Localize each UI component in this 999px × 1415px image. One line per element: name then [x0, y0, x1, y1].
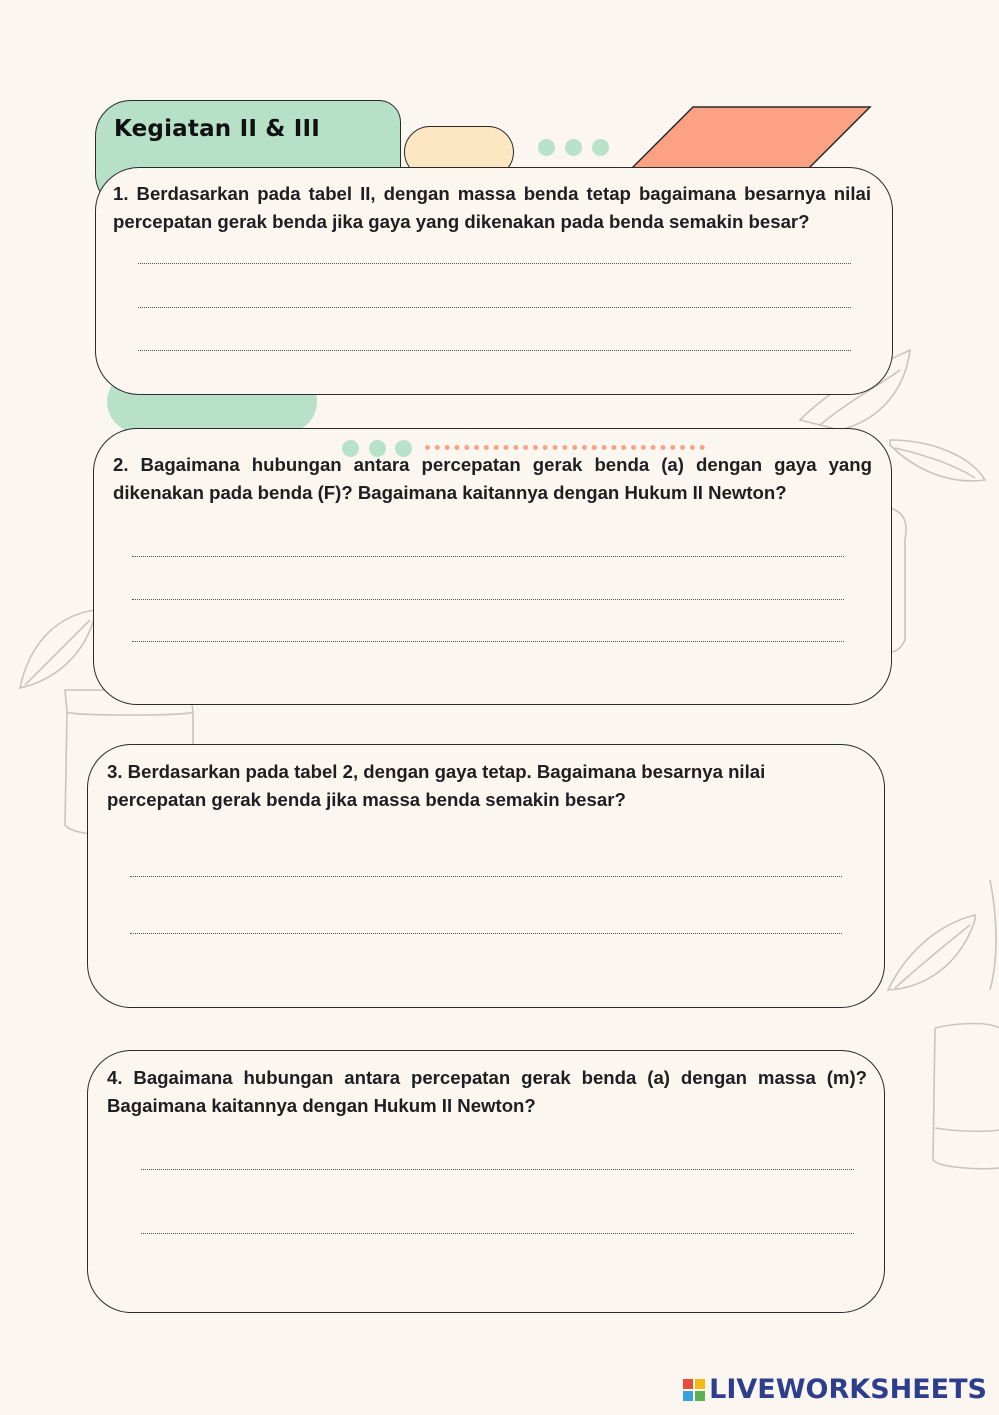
question-text-2: 2. Bagaimana hubungan antara percepatan gerak benda (a) dengan gaya yang dikenakan pada benda (F)? Bagaimana kaitannya dengan Hukum II Newton? — [113, 454, 872, 503]
page-title: Kegiatan II & III — [114, 116, 321, 142]
answer-line[interactable] — [130, 933, 842, 934]
answer-line[interactable] — [130, 876, 842, 877]
answer-line[interactable] — [138, 263, 851, 264]
answer-line[interactable] — [132, 599, 844, 600]
answer-line[interactable] — [141, 1169, 854, 1170]
decorative-dash-line — [425, 445, 705, 450]
answer-line[interactable] — [138, 350, 851, 351]
question-text-3: 3. Berdasarkan pada tabel 2, dengan gaya tetap. Bagaimana besarnya nilai percepatan gerak benda jika massa benda semakin besar? — [107, 761, 766, 810]
decorative-dot — [565, 139, 582, 156]
decorative-dot — [538, 139, 555, 156]
answer-line[interactable] — [138, 307, 851, 308]
brand-name: LIVEWORKSHEETS — [709, 1374, 987, 1405]
logo-squares-icon — [683, 1379, 705, 1401]
question-text-1: 1. Berdasarkan pada tabel II, dengan massa benda tetap bagaimana besarnya nilai percepatan gerak benda jika gaya yang dikenakan pada benda semakin besar? — [113, 183, 871, 232]
question-text-4: 4. Bagaimana hubungan antara percepatan gerak benda (a) dengan massa (m)? Bagaimana kaitannya dengan Hukum II Newton? — [107, 1067, 867, 1116]
liveworksheets-logo[interactable] — [683, 1374, 987, 1405]
answer-line[interactable] — [141, 1233, 854, 1234]
decorative-dot — [592, 139, 609, 156]
answer-line[interactable] — [132, 556, 844, 557]
answer-line[interactable] — [132, 641, 844, 642]
